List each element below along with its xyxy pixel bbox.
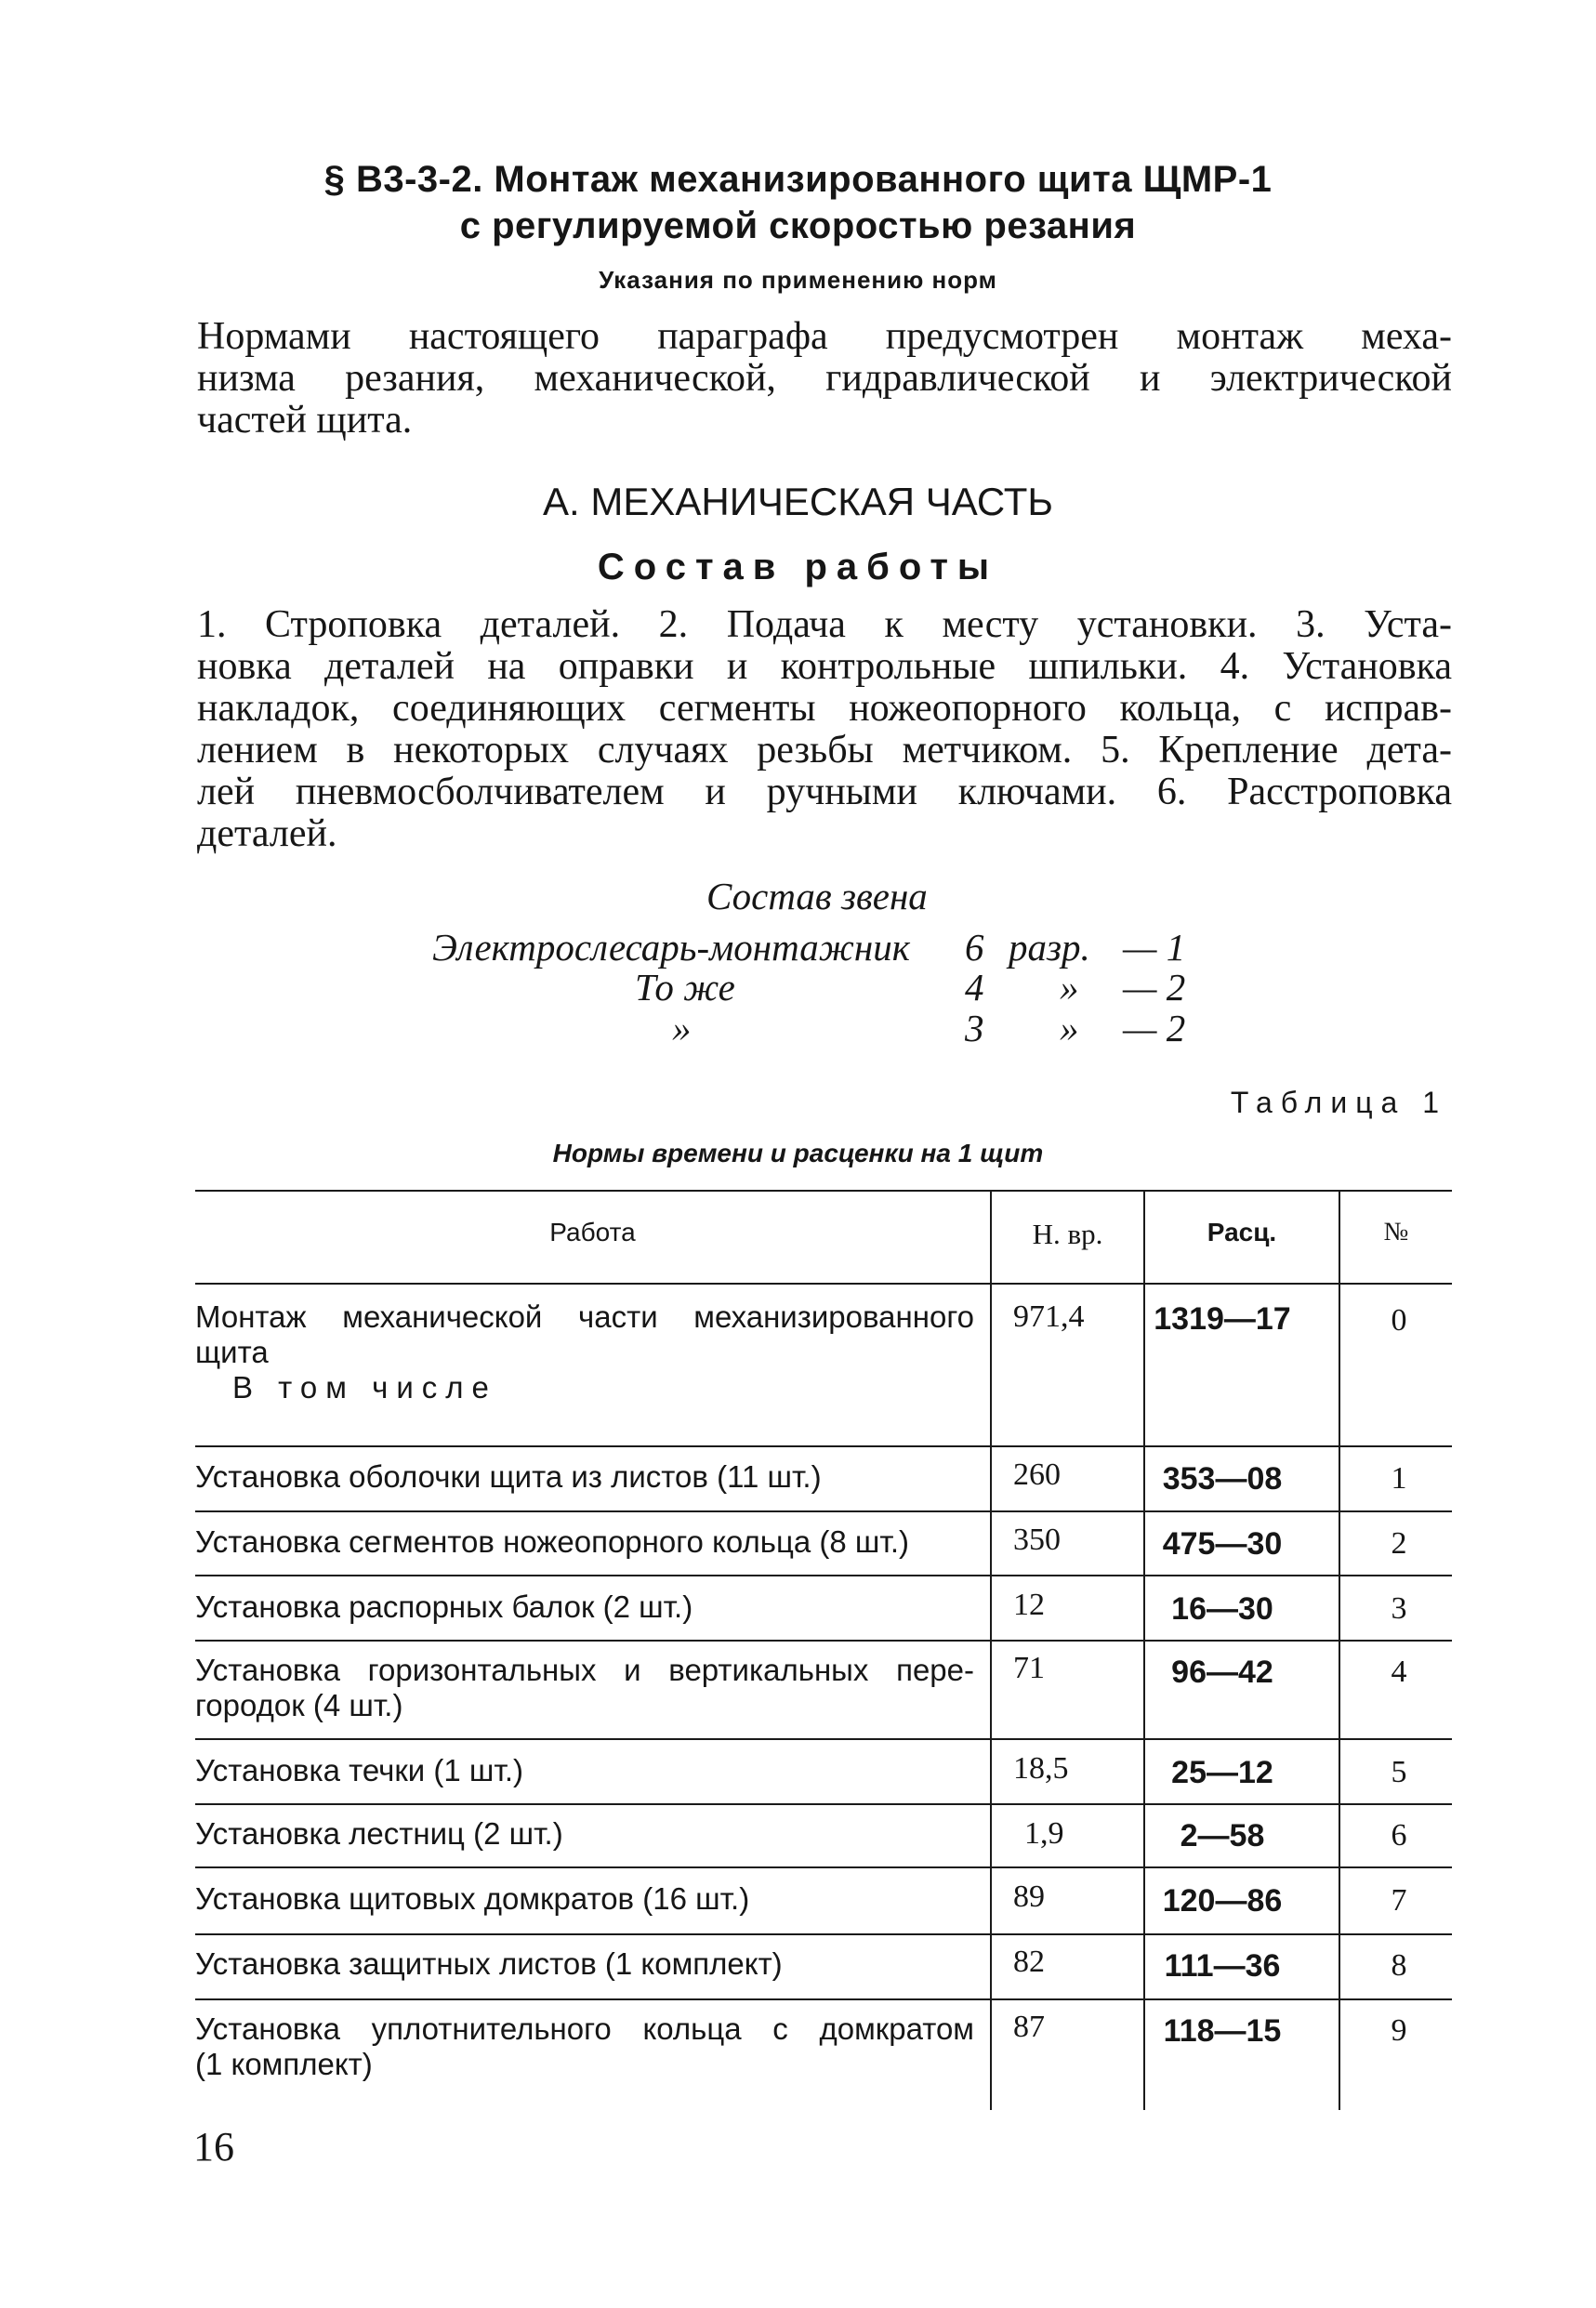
intro-line: низма резания, механической, гидравлической и электрической [197,357,1452,400]
table-column-rule [1339,1190,1340,2110]
table-row-work [195,1946,974,1982]
table-row-work [195,1816,974,1852]
time-norm-cell: 71 [1013,1651,1045,1685]
crew-role: » [672,1007,692,1049]
table-rule [195,1738,1452,1740]
including-label: В том числе [232,1370,497,1405]
intro-line: частей щита. [197,399,413,442]
table-rule [195,1283,1452,1285]
row-number-cell: 0 [1391,1303,1407,1338]
work-line: деталей. [197,812,337,855]
rate-cell: 118—15 [1163,2013,1282,2049]
table-row-work [195,1653,974,1723]
rate-cell: 475—30 [1162,1526,1283,1562]
time-norm-cell: 971,4 [1013,1299,1085,1334]
time-norm-cell: 12 [1013,1588,1045,1622]
table-rule [195,1190,1452,1192]
row-number-cell: 8 [1391,1948,1407,1983]
rate-cell: 111—36 [1164,1948,1281,1984]
work-line: накладок, соединяющих сегменты ножеопорного кольца, с исправ- [197,687,1452,730]
crew-unit: » [1060,1007,1079,1049]
time-norm-cell: 1,9 [1024,1816,1064,1851]
table-rule [195,1445,1452,1447]
rate-cell: 16—30 [1171,1591,1273,1627]
crew-count: — 2 [1123,1007,1186,1049]
crew-title: Состав звена [706,875,928,917]
table-row-work [195,2011,974,2082]
work-line: щита [195,1335,269,1369]
crew-role: То же [635,966,735,1009]
header-work: Работа [549,1218,636,1246]
crew-grade: 3 [965,1007,984,1049]
header-number: № [1383,1218,1409,1246]
work-line: лением в некоторых случаях резьбы метчиком. 5. Крепление дета- [197,729,1452,772]
time-norm-cell: 87 [1013,2010,1045,2044]
rate-cell: 1319—17 [1154,1301,1291,1337]
table-row-work [195,1753,974,1788]
row-number-cell: 4 [1391,1655,1407,1689]
work-composition-title: Состав работы [597,547,999,587]
table-row-work [195,1459,974,1495]
rate-cell: 120—86 [1162,1883,1283,1919]
crew-grade: 6 [965,926,984,969]
crew-role: Электрослесарь-монтажник [432,926,910,969]
work-line: (1 комплект) [195,2047,373,2081]
crew-grade: 4 [965,966,984,1009]
work-line: Установка щитовых домкратов (16 шт.) [195,1881,750,1916]
intro-paragraph [197,316,1452,442]
work-line: 1. Строповка деталей. 2. Подача к месту установки. 3. Уста- [197,603,1452,646]
rate-cell: 353—08 [1162,1461,1283,1497]
table-rule [195,1933,1452,1935]
work-line: Установка лестниц (2 шт.) [195,1816,563,1851]
table-row-work [195,1881,974,1917]
table-rule [195,1640,1452,1642]
work-line: новка деталей на оправки и контрольные шпильки. 4. Установка [197,645,1452,688]
crew-count: — 2 [1123,966,1186,1009]
paragraph-heading [186,156,1410,249]
work-line: Установка уплотнительного кольца с домкратом [195,2011,974,2046]
intro-line: Нормами настоящего параграфа предусмотрен монтаж меха- [197,315,1452,358]
time-norm-cell: 350 [1013,1523,1061,1557]
table-rule [195,1575,1452,1576]
row-number-cell: 1 [1391,1461,1407,1496]
work-line: лей пневмосболчивателем и ручными ключами. 6. Расстроповка [197,771,1452,813]
usage-notes-heading: Указания по применению норм [599,266,997,294]
page-number: 16 [193,2124,234,2170]
heading-line-2: с регулируемой скоростью резания [459,205,1137,246]
crew-unit: » [1060,966,1079,1009]
norms-table [195,1190,1452,2110]
heading-line-1: § В3-3-2. Монтаж механизированного щита ЩМР-1 [323,159,1273,200]
section-title: А. МЕХАНИЧЕСКАЯ ЧАСТЬ [543,480,1053,523]
work-line: Установка защитных листов (1 комплект) [195,1946,783,1981]
table-row-work [195,1524,974,1560]
row-number-cell: 9 [1391,2013,1407,2048]
table-rule [195,1803,1452,1805]
table-caption: Нормы времени и расценки на 1 щит [552,1139,1044,1167]
rate-cell: 2—58 [1180,1818,1265,1853]
rate-cell: 96—42 [1171,1655,1273,1690]
row-number-cell: 7 [1391,1883,1407,1918]
work-line: Установка горизонтальных и вертикальных пере- [195,1653,974,1687]
table-rule [195,1866,1452,1868]
work-line: Установка оболочки щита из листов (11 шт.) [195,1459,822,1494]
table-row-work [195,1589,974,1625]
time-norm-cell: 260 [1013,1457,1061,1492]
crew-unit: разр. [1009,926,1090,969]
crew-count: — 1 [1123,926,1186,969]
row-number-cell: 2 [1391,1526,1407,1561]
work-composition-paragraph [197,604,1452,855]
time-norm-cell: 89 [1013,1879,1045,1914]
row-number-cell: 5 [1391,1755,1407,1789]
work-line: городок (4 шт.) [195,1688,403,1722]
table-label: Таблица 1 [1230,1086,1447,1119]
work-line: Установка сегментов ножеопорного кольца (8 шт.) [195,1524,909,1559]
time-norm-cell: 18,5 [1013,1751,1069,1786]
header-time-norm: Н. вр. [1032,1218,1103,1250]
row-number-cell: 6 [1391,1818,1407,1853]
table-rule [195,1998,1452,2000]
row-number-cell: 3 [1391,1591,1407,1626]
table-row-work [195,1299,974,1405]
table-rule [195,1510,1452,1512]
work-line: Установка распорных балок (2 шт.) [195,1589,693,1624]
header-rate: Расц. [1207,1218,1277,1246]
work-line: Монтаж механической части механизированного [195,1299,974,1334]
work-line: Установка течки (1 шт.) [195,1753,523,1787]
rate-cell: 25—12 [1171,1755,1273,1790]
table-column-rule [990,1190,992,2110]
time-norm-cell: 82 [1013,1945,1045,1979]
